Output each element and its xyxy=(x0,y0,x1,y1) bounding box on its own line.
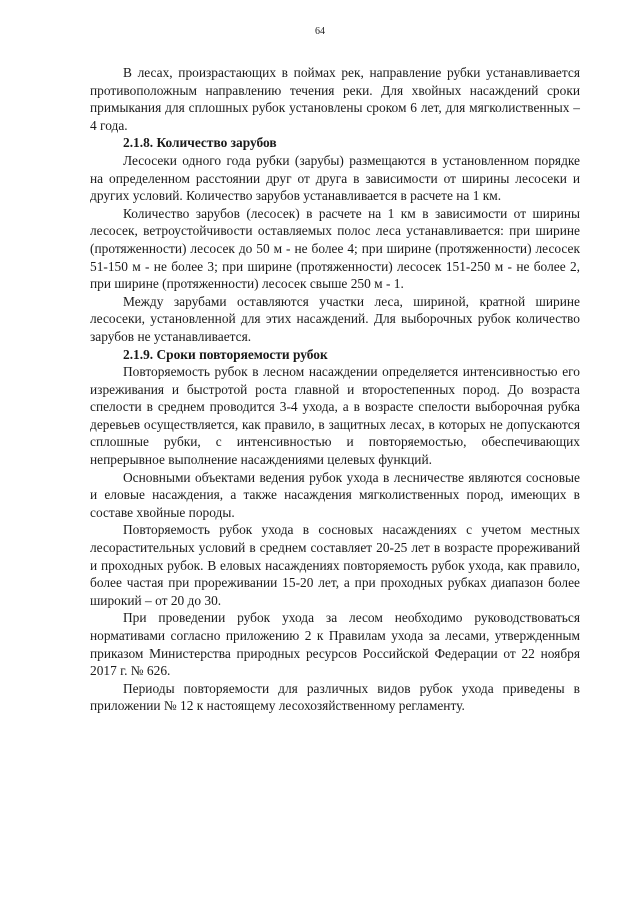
paragraph: Лесосеки одного года рубки (зарубы) размещаются в установленном порядке на определенном расстоянии друг от друга в зависимости от ширины лесосеки и других условий. Количество зарубов устанавливается в расчете на 1 км. xyxy=(90,152,580,204)
paragraph: Количество зарубов (лесосек) в расчете на 1 км в зависимости от ширины лесосек, ветроустойчивости оставляемых полос леса устанавливается: при ширине (протяженности) лесосек до 50 м - не более 4; при ширине (протяженности) лесосек 51-150 м - не более 3; при ширине (протяженности) лесосек 151-250 м - не более 2, при ширине (протяженности) лесосек свыше 250 м - 1. xyxy=(90,205,580,292)
paragraph: Повторяемость рубок в лесном насаждении определяется интенсивностью его изреживания и быстротой роста главной и второстепенных пород. До возраста спелости в среднем проводится 3-4 ухода, а в возрасте спелости выборочная рубка деревьев осуществляется, как правило, в защитных лесах, в которых не допускаются сплошные рубки, с интенсивностью и повторяемостью, обеспечивающих непрерывное выполнение насаждениями целевых функций. xyxy=(90,364,580,468)
paragraph: Между зарубами оставляются участки леса, шириной, кратной ширине лесосеки, установленной для этих насаждений. Для выборочных рубок количество зарубов не устанавливается. xyxy=(90,293,580,344)
paragraph: Периоды повторяемости для различных видов рубок ухода приведены в приложении № 12 к настоящему лесохозяйственному регламенту. xyxy=(90,680,580,714)
section-heading-2-1-9: 2.1.9. Сроки повторяемости рубок xyxy=(123,346,328,362)
paragraph: Повторяемость рубок ухода в сосновых насаждениях с учетом местных лесорастительных условий в среднем составляет 20-25 лет в возрасте прореживаний и проходных рубок. В еловых насаждениях повторяемость рубок ухода, как правило, более частая при прореживании 15-20 лет, а при проходных рубках диапазон более широкий – от 20 до 30. xyxy=(90,522,580,608)
document-body xyxy=(90,64,580,715)
page-number: 64 xyxy=(315,26,325,37)
paragraph: При проведении рубок ухода за лесом необходимо руководствоваться нормативами согласно приложению 2 к Правилам ухода за лесами, утвержденным приказом Министерства природных ресурсов Российской Федерации от 22 ноября 2017 г. № 626. xyxy=(90,610,580,679)
section-heading-2-1-8: 2.1.8. Количество зарубов xyxy=(123,135,277,151)
paragraph: Основными объектами ведения рубок ухода в лесничестве являются сосновые и еловые насаждения, а также насаждения мягколиственных пород, имеющих в составе хвойные породы. xyxy=(90,469,580,520)
paragraph: В лесах, произрастающих в поймах рек, направление рубки устанавливается противоположным направлению течения реки. Для хвойных насаждений сроки примыкания для сплошных рубок установлены сроком 6 лет, для мягколиственных – 4 года. xyxy=(90,65,580,133)
